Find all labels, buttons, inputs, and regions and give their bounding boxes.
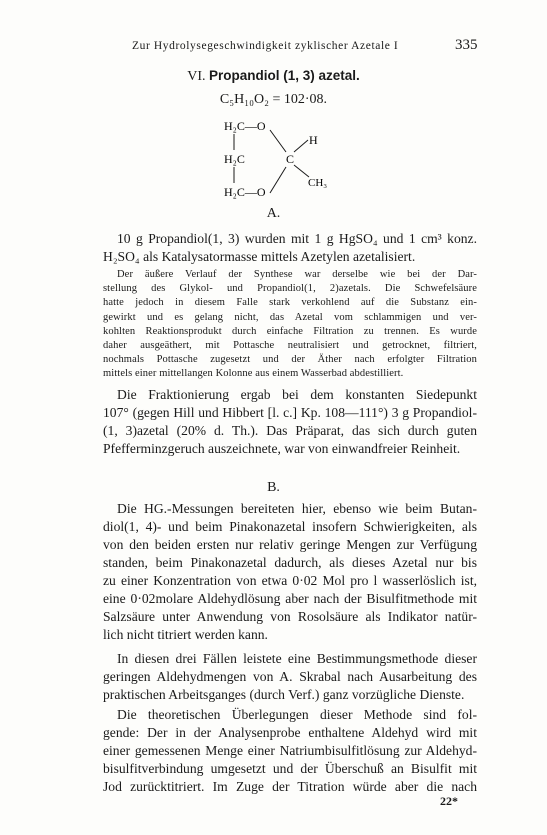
text-line: 10 g Propandiol(1, 3) wurden mit 1 g HgSO₄ und 1 cm³ konz. bbox=[117, 231, 477, 246]
text-line: lich nicht titriert werden kann. bbox=[103, 627, 268, 642]
page-header bbox=[0, 37, 547, 62]
signature-mark: 22* bbox=[440, 794, 458, 808]
part-b-paragraph-3 bbox=[103, 706, 477, 796]
text-line: praktischen Arbeitsganges (durch Verf.) ganz vorzügliche Dienste. bbox=[103, 687, 465, 702]
running-head: Zur Hydrolysegeschwindigkeit zyklischer Azetale I bbox=[132, 40, 399, 52]
text-line: 107° (gegen Hill und Hibbert [l. c.] Kp. 108—111°) 3 g Propandiol- bbox=[103, 405, 477, 420]
struct-bond-3 bbox=[270, 130, 286, 152]
text-line: von den beiden ersten nur relativ geringe Mengen zur Verfügung bbox=[103, 537, 477, 552]
text-line: standen, beim Pinakonazetal dadurch, als dieses Azetal nur bis bbox=[103, 555, 477, 570]
text-line: diol(1, 4)- und beim Pinakonazetal insofern Schwierigkeiten, als bbox=[103, 519, 477, 534]
part-a-paragraph-2 bbox=[103, 386, 477, 458]
text-line: Der äußere Verlauf der Synthese war derselbe wie bei der Dar- bbox=[117, 269, 477, 280]
text-line: Jod zurücktitriert. Im Zuge der Titration würde aber die nach bbox=[103, 779, 477, 794]
struct-top-group: H₂C—O bbox=[224, 119, 266, 133]
part-b-paragraph-2 bbox=[103, 650, 477, 704]
text-line: geringen Aldehydmengen von A. Skrabal nach Ausarbeitung des bbox=[103, 669, 477, 684]
part-a-small-paragraph bbox=[103, 268, 477, 382]
struct-h: H bbox=[309, 133, 318, 147]
text-line: nochmals Pottasche zugesetzt und der Äther nach erfolgter Filtration bbox=[103, 354, 477, 366]
struct-bottom-group: H₂C—O bbox=[224, 185, 266, 199]
part-b-heading: B. bbox=[267, 480, 280, 495]
text-line: In diesen drei Fällen leistete eine Bestimmungsmethode dieser bbox=[117, 651, 477, 666]
section-title: Propandiol (1, 3) azetal. bbox=[209, 68, 360, 83]
struct-bond-6 bbox=[294, 165, 309, 177]
struct-center-atom: C bbox=[286, 152, 295, 166]
structural-formula bbox=[222, 114, 342, 204]
part-b-paragraph-1 bbox=[103, 500, 477, 644]
text-line: stellung des Glykol- und Propandiol(1, 2)azetals. Die Schwefelsäure bbox=[103, 283, 477, 295]
text-line: Pfefferminzgeruch auszeichnete, war von einwandfreier Reinheit. bbox=[103, 441, 461, 456]
text-line: H₂SO₄ als Katalysatormasse mittels Azetylen azetalisiert. bbox=[103, 249, 416, 264]
text-line: mittels einer mittellangen Kolonne aus einem Wasserbad abdestilliert. bbox=[103, 368, 404, 380]
section-number: VI. bbox=[187, 69, 206, 84]
section-heading bbox=[0, 68, 547, 85]
text-line: daher ausgeäthert, mit Pottasche neutralisiert und getrocknet, filtriert, bbox=[103, 340, 477, 352]
struct-bond-5 bbox=[294, 140, 308, 152]
text-line: Salzsäure unter Anwendung von Rosolsäure als Indikator natür- bbox=[103, 609, 477, 624]
text-line: eine 0·02molare Aldehydlösung aber nach der Bisulfitmethode mit bbox=[103, 591, 477, 606]
text-line: Die HG.-Messungen bereiteten hier, ebenso wie beim Butan- bbox=[117, 501, 477, 516]
text-line: zu einer Konzentration von etwa 0·02 Mol pro l wasserlöslich ist, bbox=[103, 573, 477, 588]
text-line: Die Fraktionierung ergab bei dem konstanten Siedepunkt bbox=[117, 387, 477, 402]
struct-bond-4 bbox=[270, 167, 286, 193]
text-line: bisulfitverbindung umgesetzt und der Überschuß an Bisulfit mit bbox=[103, 761, 477, 776]
part-a-paragraph-1 bbox=[103, 230, 477, 266]
struct-middle-group: H₂C bbox=[224, 152, 245, 166]
molecular-formula: C₅H₁₀O₂ = 102·08. bbox=[219, 92, 328, 107]
struct-ch3: CH₃ bbox=[308, 177, 328, 189]
text-line: gende: Der in der Analysenprobe enthaltene Aldehyd wird mit bbox=[103, 725, 477, 740]
text-line: Die theoretischen Überlegungen dieser Methode sind fol- bbox=[117, 707, 477, 722]
page-number: 335 bbox=[455, 37, 478, 53]
text-line: einer gemessenen Menge einer Natriumbisulfitlösung zur Aldehyd- bbox=[103, 743, 477, 758]
part-a-heading: A. bbox=[266, 206, 281, 221]
text-line: kohlten Reaktionsprodukt durch einfache Filtration zu trennen. Es wurde bbox=[103, 325, 477, 337]
text-line: (1, 3)azetal (20% d. Th.). Das Präparat, das sich durch guten bbox=[103, 423, 477, 438]
text-line: hatte jedoch in diesem Falle stark verkohlend auf die Substanz ein- bbox=[103, 297, 477, 309]
text-line: gewirkt und es gelang nicht, das Azetal vom schlammigen und ver- bbox=[103, 311, 477, 323]
